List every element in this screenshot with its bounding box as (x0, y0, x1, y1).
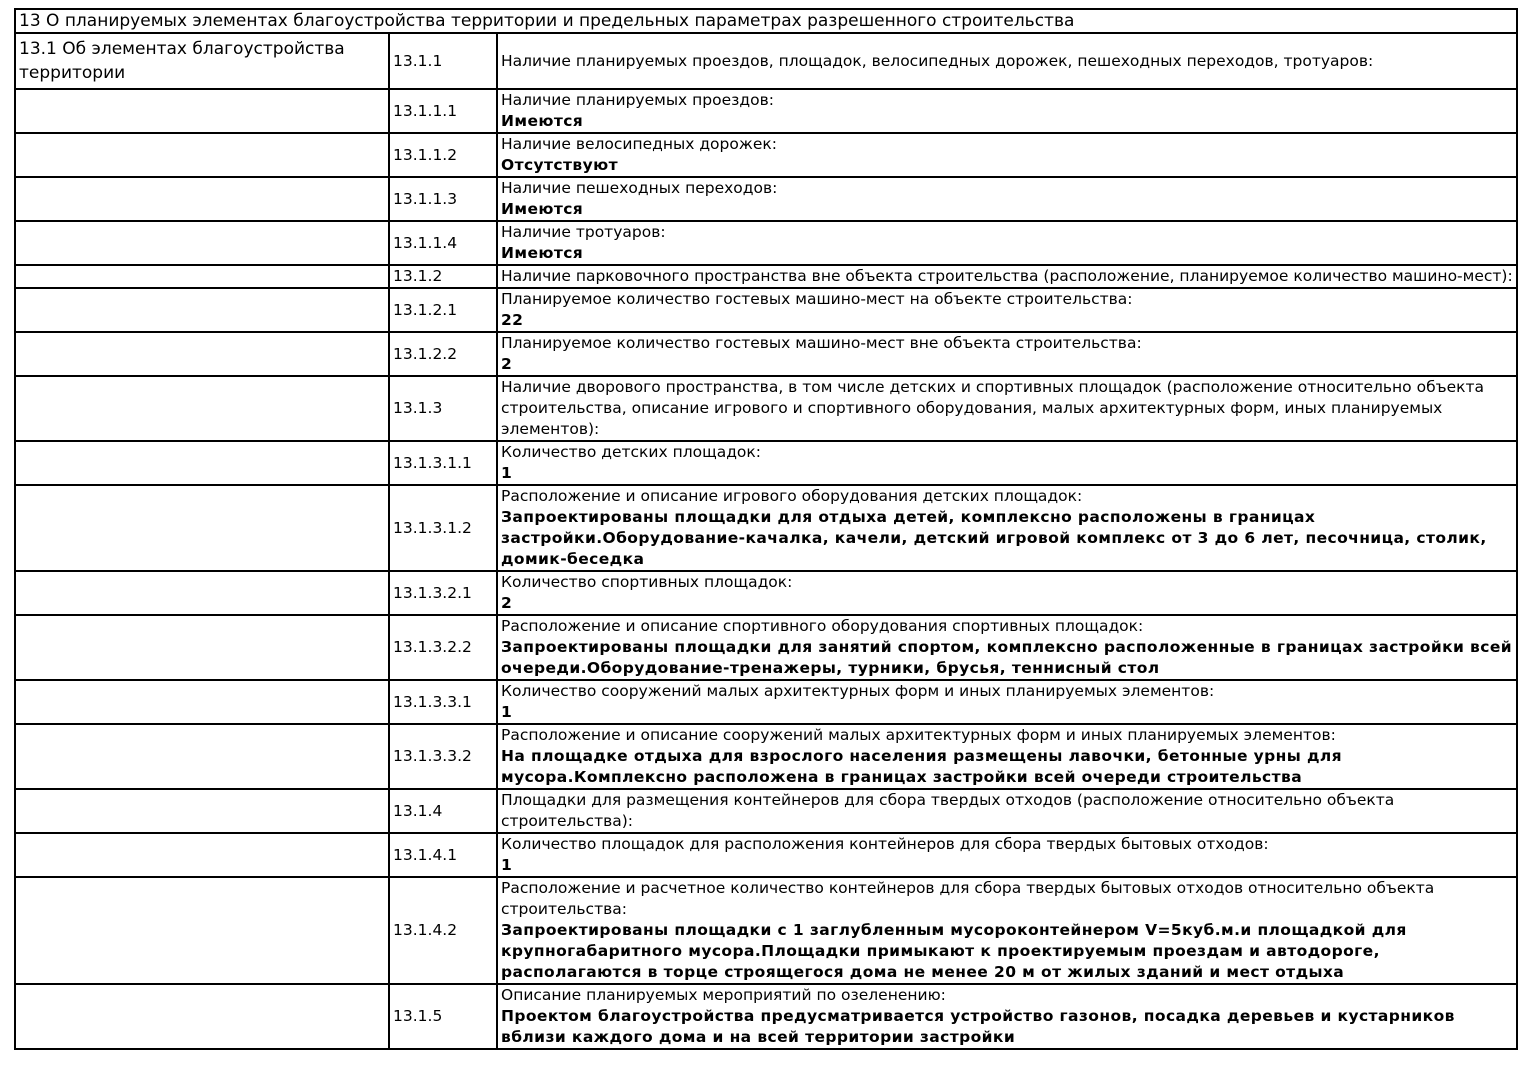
table-row (15, 984, 1517, 1049)
field-value: Запроектированы площадки для занятий спортом, комплексно расположенные в границах застройки всей очереди.Оборудование-тренажеры, турники, брусья, теннисный стол (501, 638, 1513, 677)
row-description-cell (497, 485, 1517, 571)
row-code: 13.1.3.3.2 (389, 724, 497, 789)
subsection-title-cell: 13.1 Об элементах благоустройства территории (15, 33, 389, 89)
field-label: Планируемое количество гостевых машино-мест вне объекта строительства: (501, 334, 1142, 352)
row-code: 13.1.1.1 (389, 89, 497, 133)
subsection-title-cell (15, 133, 389, 177)
field-label: Расположение и описание игрового оборудования детских площадок: (501, 487, 1083, 505)
subsection-title-cell (15, 485, 389, 571)
row-description-cell (497, 89, 1517, 133)
section-header: 13 О планируемых элементах благоустройства территории и предельных параметрах разрешенного строительства (15, 9, 1517, 33)
table-row (15, 177, 1517, 221)
row-description-cell (497, 332, 1517, 376)
field-label: Расположение и описание спортивного оборудования спортивных площадок: (501, 617, 1144, 635)
field-label: Наличие парковочного пространства вне объекта строительства (расположение, планируемое количество машино-мест): (501, 267, 1513, 285)
subsection-title-cell (15, 376, 389, 441)
field-value: Запроектированы площадки для отдыха детей, комплексно расположены в границах застройки.Оборудование-качалка, качели, детский игровой комплекс от 3 до 6 лет, песочница, столик, домик-беседка (501, 508, 1487, 568)
field-value: На площадке отдыха для взрослого населения размещены лавочки, бетонные урны для мусора.Комплексно расположена в границах застройки всей очереди строительства (501, 747, 1343, 786)
field-value: Имеются (501, 244, 584, 262)
row-code: 13.1.4.1 (389, 833, 497, 877)
row-code: 13.1.3.1.2 (389, 485, 497, 571)
field-label: Описание планируемых мероприятий по озеленению: (501, 986, 946, 1004)
subsection-title-cell (15, 89, 389, 133)
subsection-title-cell (15, 984, 389, 1049)
table-row (15, 265, 1517, 288)
subsection-title-cell (15, 680, 389, 724)
field-value: Имеются (501, 112, 584, 130)
field-label: Наличие планируемых проездов, площадок, велосипедных дорожек, пешеходных переходов, тротуаров: (501, 51, 1374, 70)
field-label: Количество площадок для расположения контейнеров для сбора твердых бытовых отходов: (501, 835, 1269, 853)
row-description-cell (497, 376, 1517, 441)
row-code: 13.1.2.2 (389, 332, 497, 376)
row-description-cell (497, 615, 1517, 680)
table-row (15, 221, 1517, 265)
table-row (15, 288, 1517, 332)
field-label: Наличие велосипедных дорожек: (501, 135, 777, 153)
table-row (15, 89, 1517, 133)
table-row (15, 833, 1517, 877)
row-code: 13.1.1.3 (389, 177, 497, 221)
table-row (15, 485, 1517, 571)
table-row (15, 877, 1517, 984)
row-description-cell (497, 984, 1517, 1049)
field-value: Отсутствуют (501, 156, 618, 174)
field-label: Наличие тротуаров: (501, 223, 666, 241)
table-row (15, 332, 1517, 376)
field-label: Наличие пешеходных переходов: (501, 179, 778, 197)
table-row (15, 571, 1517, 615)
field-value: 1 (501, 856, 513, 874)
row-description-cell (497, 724, 1517, 789)
field-label: Количество спортивных площадок: (501, 573, 793, 591)
row-code: 13.1.1.4 (389, 221, 497, 265)
field-value: 2 (501, 355, 513, 373)
field-label: Площадки для размещения контейнеров для сбора твердых отходов (расположение относительно объекта строительства): (501, 791, 1395, 830)
row-code: 13.1.3.3.1 (389, 680, 497, 724)
subsection-title-cell (15, 177, 389, 221)
table-row (15, 680, 1517, 724)
row-code: 13.1.4.2 (389, 877, 497, 984)
row-description-cell (497, 441, 1517, 485)
field-label: Наличие дворового пространства, в том числе детских и спортивных площадок (расположение относительно объекта строительства, описание игрового и спортивного оборудования, малых архитектурных форм, иных планируемых элементов): (501, 378, 1485, 438)
subsection-title-cell (15, 332, 389, 376)
row-description-cell (497, 288, 1517, 332)
subsection-title-cell (15, 221, 389, 265)
field-value: 1 (501, 703, 513, 721)
row-code: 13.1.4 (389, 789, 497, 833)
field-value: Имеются (501, 200, 584, 218)
table-row (15, 615, 1517, 680)
field-value: 22 (501, 311, 524, 329)
row-description-cell (497, 133, 1517, 177)
subsection-title-cell (15, 441, 389, 485)
row-description-cell (497, 833, 1517, 877)
field-label: Расположение и описание сооружений малых архитектурных форм и иных планируемых элементов: (501, 726, 1336, 744)
row-code: 13.1.3 (389, 376, 497, 441)
row-description-cell (497, 221, 1517, 265)
subsection-title-cell (15, 615, 389, 680)
row-code: 13.1.2 (389, 265, 497, 288)
field-label: Количество детских площадок: (501, 443, 762, 461)
row-code: 13.1.5 (389, 984, 497, 1049)
subsection-title-cell (15, 288, 389, 332)
table-row (15, 133, 1517, 177)
row-description-cell (497, 789, 1517, 833)
field-value: 1 (501, 464, 513, 482)
subsection-title-cell (15, 571, 389, 615)
subsection-title-cell (15, 265, 389, 288)
field-label: Наличие планируемых проездов: (501, 91, 774, 109)
row-description-cell (497, 33, 1517, 89)
field-label: Расположение и расчетное количество контейнеров для сбора твердых бытовых отходов относительно объекта строительства: (501, 879, 1435, 918)
field-value: Проектом благоустройства предусматривается устройство газонов, посадка деревьев и кустарников вблизи каждого дома и на всей территории застройки (501, 1007, 1455, 1046)
subsection-title-cell (15, 833, 389, 877)
row-code: 13.1.3.2.2 (389, 615, 497, 680)
field-value: Запроектированы площадки с 1 заглубленным мусороконтейнером V=5куб.м.и площадкой для крупногабаритного мусора.Площадки примыкают к проектируемым проездам и автодороге, располагаются в торце строящегося дома не менее 20 м от жилых зданий и мест отдыха (501, 921, 1407, 981)
row-code: 13.1.3.1.1 (389, 441, 497, 485)
section-header-row (15, 9, 1517, 33)
table-row (15, 724, 1517, 789)
table-row (15, 376, 1517, 441)
project-declaration-table (14, 8, 1518, 1050)
row-code: 13.1.1.2 (389, 133, 497, 177)
table-row (15, 441, 1517, 485)
table-body (15, 9, 1517, 1049)
table-row (15, 33, 1517, 89)
subsection-title-cell (15, 789, 389, 833)
row-code: 13.1.1 (389, 33, 497, 89)
subsection-title-cell (15, 877, 389, 984)
field-label: Планируемое количество гостевых машино-мест на объекте строительства: (501, 290, 1133, 308)
row-description-cell (497, 571, 1517, 615)
subsection-title-cell (15, 724, 389, 789)
row-description-cell (497, 877, 1517, 984)
field-label: Количество сооружений малых архитектурных форм и иных планируемых элементов: (501, 682, 1215, 700)
row-code: 13.1.2.1 (389, 288, 497, 332)
row-description-cell (497, 177, 1517, 221)
row-code: 13.1.3.2.1 (389, 571, 497, 615)
field-value: 2 (501, 594, 513, 612)
row-description-cell (497, 680, 1517, 724)
row-description-cell (497, 265, 1517, 288)
table-row (15, 789, 1517, 833)
